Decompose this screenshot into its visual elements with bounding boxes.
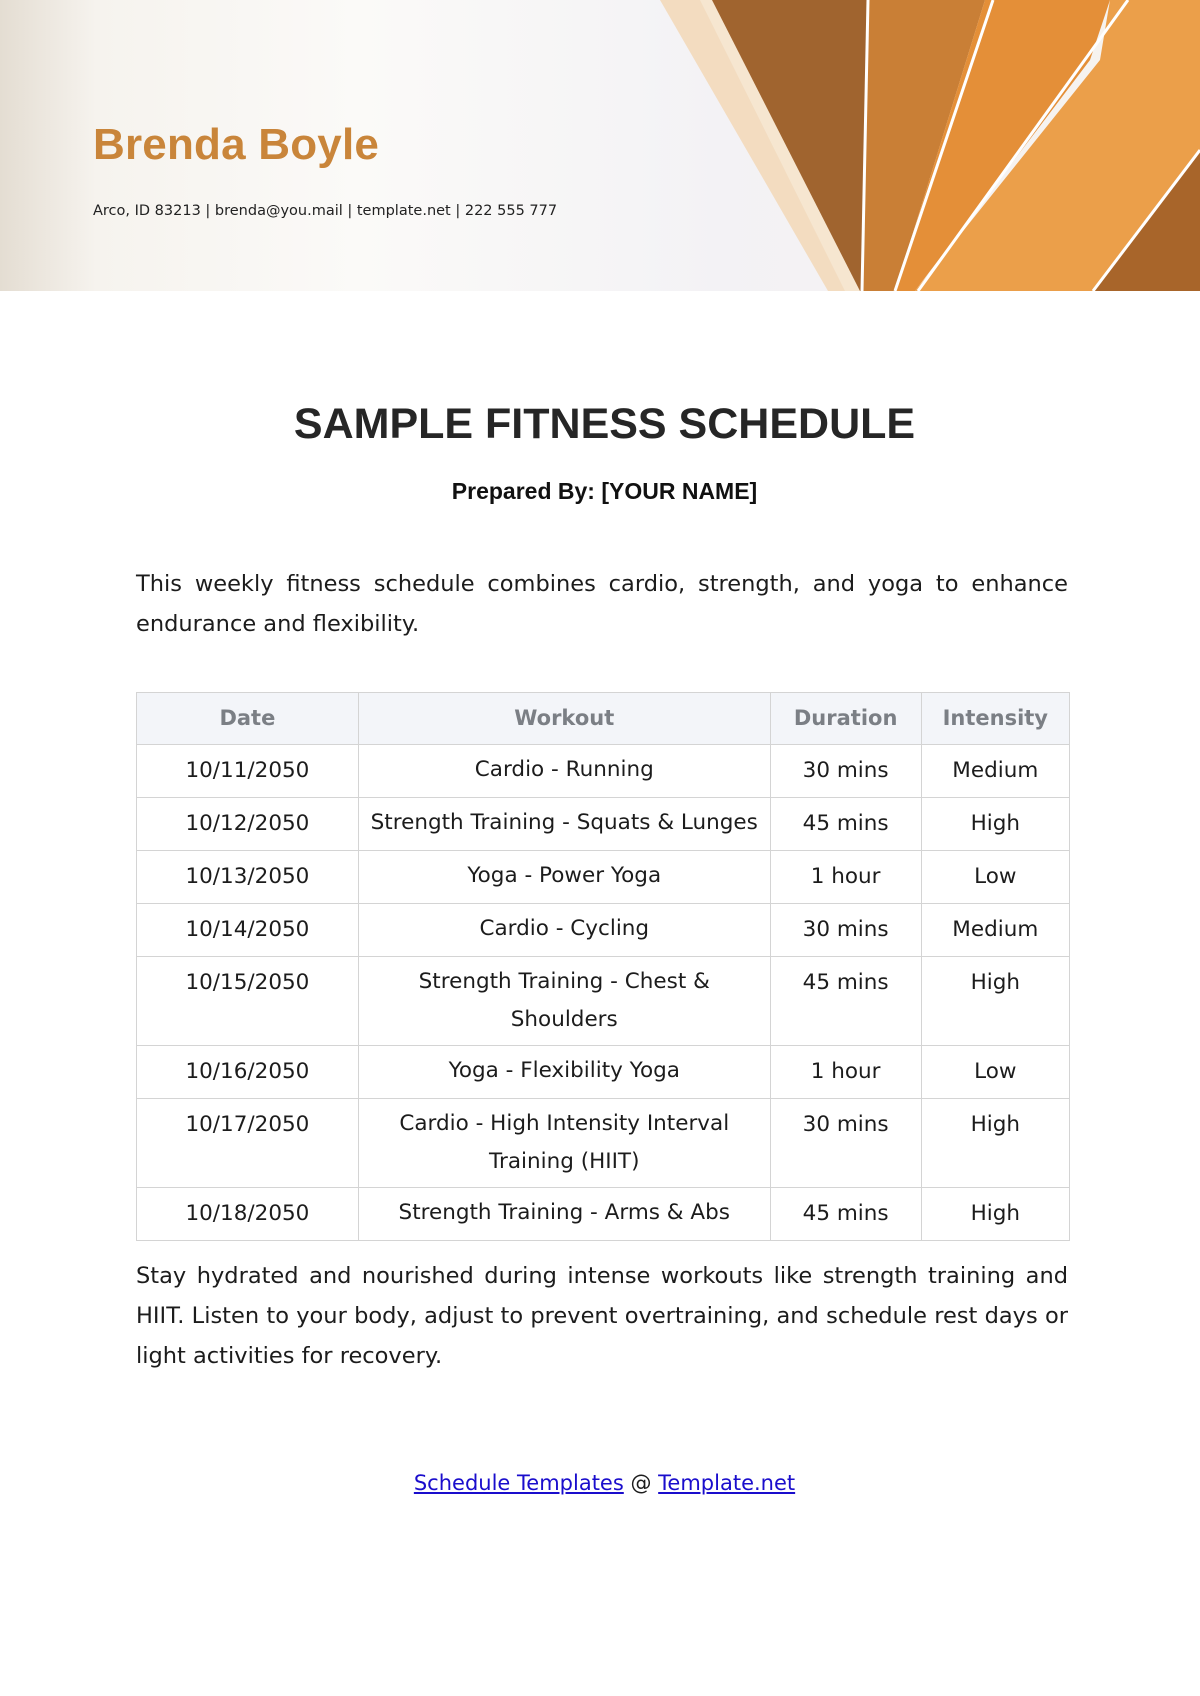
cell-date: 10/17/2050 <box>137 1099 359 1188</box>
table-row <box>137 745 1070 798</box>
template-net-link[interactable]: Template.net <box>658 1471 796 1495</box>
cell-duration: 45 mins <box>770 1188 921 1241</box>
cell-intensity: Low <box>921 1046 1069 1099</box>
header-intensity: Intensity <box>921 693 1069 745</box>
prepared-by: Prepared By: [YOUR NAME] <box>451 478 758 504</box>
cell-duration: 30 mins <box>770 1099 921 1188</box>
page-title: SAMPLE FITNESS SCHEDULE <box>293 400 916 448</box>
cell-intensity: Medium <box>921 745 1069 798</box>
stripe-brown <box>712 0 868 291</box>
table-row <box>137 1046 1070 1099</box>
cell-intensity: High <box>921 1099 1069 1188</box>
table-header-row <box>137 693 1070 745</box>
cell-intensity: Medium <box>921 904 1069 957</box>
table-row <box>137 957 1070 1046</box>
footer-separator: @ <box>630 1471 652 1495</box>
header-date: Date <box>137 693 359 745</box>
cell-date: 10/14/2050 <box>137 904 359 957</box>
cell-date: 10/16/2050 <box>137 1046 359 1099</box>
cell-intensity: Low <box>921 851 1069 904</box>
cell-workout: Cardio - High Intensity Interval Training (HIIT) <box>358 1099 770 1188</box>
cell-date: 10/11/2050 <box>137 745 359 798</box>
cell-duration: 45 mins <box>770 798 921 851</box>
schedule-templates-link[interactable]: Schedule Templates <box>413 1471 624 1495</box>
cell-date: 10/12/2050 <box>137 798 359 851</box>
header-banner <box>0 0 1200 291</box>
table-row <box>137 1099 1070 1188</box>
cell-workout: Yoga - Power Yoga <box>358 851 770 904</box>
cell-workout: Yoga - Flexibility Yoga <box>358 1046 770 1099</box>
schedule-table <box>136 692 1070 1241</box>
cell-date: 10/15/2050 <box>137 957 359 1046</box>
cell-duration: 1 hour <box>770 851 921 904</box>
cell-intensity: High <box>921 957 1069 1046</box>
closing-paragraph: Stay hydrated and nourished during intense workouts like strength training and HIIT. Listen to your body, adjust to prevent overtraining, and schedule rest days or light activities for recovery. <box>136 1263 1068 1369</box>
cell-duration: 30 mins <box>770 904 921 957</box>
header-workout: Workout <box>358 693 770 745</box>
header-duration: Duration <box>770 693 921 745</box>
cell-workout: Strength Training - Arms & Abs <box>358 1188 770 1241</box>
cell-workout: Strength Training - Squats & Lunges <box>358 798 770 851</box>
cell-duration: 30 mins <box>770 745 921 798</box>
contact-line: Arco, ID 83213 | brenda@you.mail | template.net | 222 555 777 <box>93 203 558 219</box>
intro-paragraph: This weekly fitness schedule combines cardio, strength, and yoga to enhance endurance and flexibility. <box>136 571 1068 637</box>
cell-date: 10/13/2050 <box>137 851 359 904</box>
cell-intensity: High <box>921 798 1069 851</box>
cell-workout: Cardio - Running <box>358 745 770 798</box>
cell-workout: Strength Training - Chest & Shoulders <box>358 957 770 1046</box>
cell-intensity: High <box>921 1188 1069 1241</box>
table-row <box>137 851 1070 904</box>
table-row <box>137 798 1070 851</box>
cell-duration: 45 mins <box>770 957 921 1046</box>
cell-date: 10/18/2050 <box>137 1188 359 1241</box>
cell-workout: Cardio - Cycling <box>358 904 770 957</box>
table-row <box>137 1188 1070 1241</box>
footer-links <box>0 1471 1200 1495</box>
table-row <box>137 904 1070 957</box>
brand-name: Brenda Boyle <box>93 120 380 169</box>
cell-duration: 1 hour <box>770 1046 921 1099</box>
